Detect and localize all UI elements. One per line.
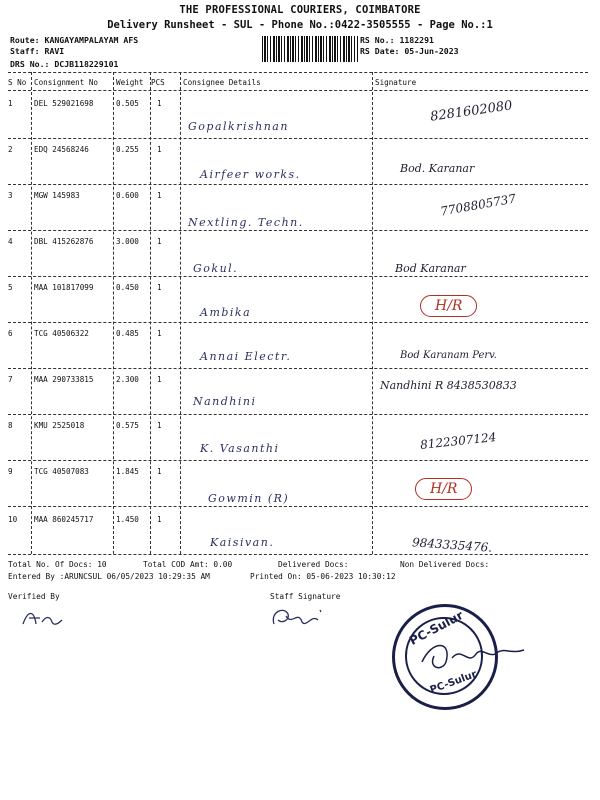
rs-no-value: 1182291 — [399, 35, 434, 45]
row-weight: 0.450 — [116, 283, 139, 292]
route-value: KANGAYAMPALAYAM AFS — [44, 35, 139, 45]
col-header-pcs: PCS — [151, 78, 165, 87]
total-docs: Total No. Of Docs: 10 — [8, 560, 107, 569]
row-sno: 8 — [8, 421, 13, 430]
route-row — [10, 35, 138, 45]
staff-signature-scribble — [268, 604, 338, 632]
row-weight: 1.450 — [116, 515, 139, 524]
row-sno: 1 — [8, 99, 13, 108]
row-divider — [8, 276, 588, 277]
col-header-consignee: Consignee Details — [183, 78, 261, 87]
col-divider — [150, 72, 151, 554]
rs-no-label: RS No.: — [360, 35, 395, 45]
row-divider — [8, 184, 588, 185]
row-consignee: Gokul. — [193, 262, 239, 275]
row-divider — [8, 368, 588, 369]
row-sno: 10 — [8, 515, 18, 524]
row-divider — [8, 230, 588, 231]
company-title: THE PROFESSIONAL COURIERS, COIMBATORE — [179, 4, 421, 16]
row-consignee: Nandhini — [193, 395, 257, 408]
row-weight: 1.845 — [116, 467, 139, 476]
row-pcs: 1 — [157, 515, 162, 524]
row-divider — [8, 460, 588, 461]
total-cod: Total COD Amt: 0.00 — [143, 560, 233, 569]
row-consignment: EDQ 24568246 — [34, 145, 89, 154]
entered-by: Entered By :ARUNCSUL 06/05/2023 10:29:35 AM — [8, 572, 210, 581]
rs-date-value: 05-Jun-2023 — [404, 46, 459, 56]
row-consignee: Ambika — [200, 306, 252, 319]
row-divider — [8, 506, 588, 507]
rs-date-label: RS Date: — [360, 46, 400, 56]
staff-row — [10, 46, 64, 56]
verified-by-label: Verified By — [8, 592, 60, 601]
staff-signature-label: Staff Signature — [270, 592, 341, 601]
row-consignee: Annai Electr. — [200, 350, 292, 363]
row-signature: 7708805737 — [439, 191, 517, 219]
col-header-signature: Signature — [375, 78, 417, 87]
col-divider — [113, 72, 114, 554]
row-sno: 7 — [8, 375, 13, 384]
col-header-consignment: Consignment No — [34, 78, 99, 87]
row-pcs: 1 — [157, 467, 162, 476]
row-signature: Nandhini R 8438530833 — [380, 379, 517, 392]
row-consignment: MAA 101817099 — [34, 283, 94, 292]
row-weight: 0.600 — [116, 191, 139, 200]
row-divider — [8, 414, 588, 415]
col-divider — [372, 72, 373, 554]
row-signature: Bod. Karanar — [400, 162, 475, 175]
row-consignment: MAA 290733815 — [34, 375, 94, 384]
drs-value: DCJB118229101 — [54, 59, 119, 69]
row-pcs: 1 — [157, 329, 162, 338]
row-weight: 0.485 — [116, 329, 139, 338]
row-pcs: 1 — [157, 283, 162, 292]
row-signature: Bod Karanar — [395, 262, 466, 275]
row-pcs: 1 — [157, 99, 162, 108]
row-consignment: TCG 40507083 — [34, 467, 89, 476]
row-consignee: Kaisivan. — [210, 536, 275, 549]
row-consignment: MAA 860245717 — [34, 515, 94, 524]
row-signature: 8281602080 — [429, 98, 514, 125]
row-sno: 6 — [8, 329, 13, 338]
row-weight: 3.000 — [116, 237, 139, 246]
table-top-border — [8, 72, 588, 73]
row-sno: 3 — [8, 191, 13, 200]
row-divider — [8, 322, 588, 323]
row-consignment: DBL 415262876 — [34, 237, 94, 246]
row-divider — [8, 138, 588, 139]
row-pcs: 1 — [157, 421, 162, 430]
runsheet-subtitle: Delivery Runsheet - SUL - Phone No.:0422-3505555 - Page No.:1 — [107, 19, 493, 31]
route-label: Route: — [10, 35, 40, 45]
table-header-border — [8, 90, 588, 91]
stamp-signature-scribble — [412, 632, 532, 682]
col-header-sno: S No — [8, 78, 27, 87]
row-consignee: Gopalkrishnan — [188, 120, 289, 133]
staff-label: Staff: — [10, 46, 40, 56]
row-consignment: TCG 40506322 — [34, 329, 89, 338]
row-sno: 4 — [8, 237, 13, 246]
row-sno: 5 — [8, 283, 13, 292]
col-divider — [31, 72, 32, 554]
col-divider — [180, 72, 181, 554]
row-pcs: 1 — [157, 237, 162, 246]
row-pcs: 1 — [157, 375, 162, 384]
row-consignee: Nextling. Techn. — [188, 216, 304, 229]
col-header-weight: Weight — [116, 78, 144, 87]
row-consignment: KMU 2525018 — [34, 421, 85, 430]
row-signature: 9843335476. — [411, 535, 493, 555]
stamp-text-top: PC-Sulur — [407, 608, 466, 648]
row-sno: 2 — [8, 145, 13, 154]
runsheet-barcode — [262, 36, 358, 62]
row-weight: 0.255 — [116, 145, 139, 154]
staff-value: RAVI — [44, 46, 65, 56]
row-weight: 0.505 — [116, 99, 139, 108]
row-pcs: 1 — [157, 145, 162, 154]
drs-row — [10, 59, 118, 69]
drs-label: DRS No.: — [10, 59, 50, 69]
row-signature: H/R — [420, 295, 477, 317]
printed-on: Printed On: 05-06-2023 10:30:12 — [250, 572, 396, 581]
row-consignee: K. Vasanthi — [200, 442, 280, 455]
row-signature: Bod Karanam Perv. — [400, 350, 497, 361]
row-consignee: Airfeer works. — [200, 168, 301, 181]
rs-date-row — [360, 46, 459, 56]
row-weight: 0.575 — [116, 421, 139, 430]
non-delivered-docs: Non Delivered Docs: — [400, 560, 490, 569]
row-consignment: DEL 529021698 — [34, 99, 94, 108]
table-bottom-border — [8, 554, 588, 555]
verified-signature-scribble — [20, 606, 70, 632]
row-signature: 8122307124 — [419, 430, 497, 452]
row-weight: 2.300 — [116, 375, 139, 384]
row-signature: H/R — [415, 478, 472, 500]
delivered-docs: Delivered Docs: — [278, 560, 349, 569]
row-sno: 9 — [8, 467, 13, 476]
row-consignee: Gowmin (R) — [208, 492, 290, 505]
row-pcs: 1 — [157, 191, 162, 200]
row-consignment: MGW 145983 — [34, 191, 80, 200]
stamp-text-bottom: PC-Sulur — [428, 668, 479, 697]
rs-no-row — [360, 35, 434, 45]
